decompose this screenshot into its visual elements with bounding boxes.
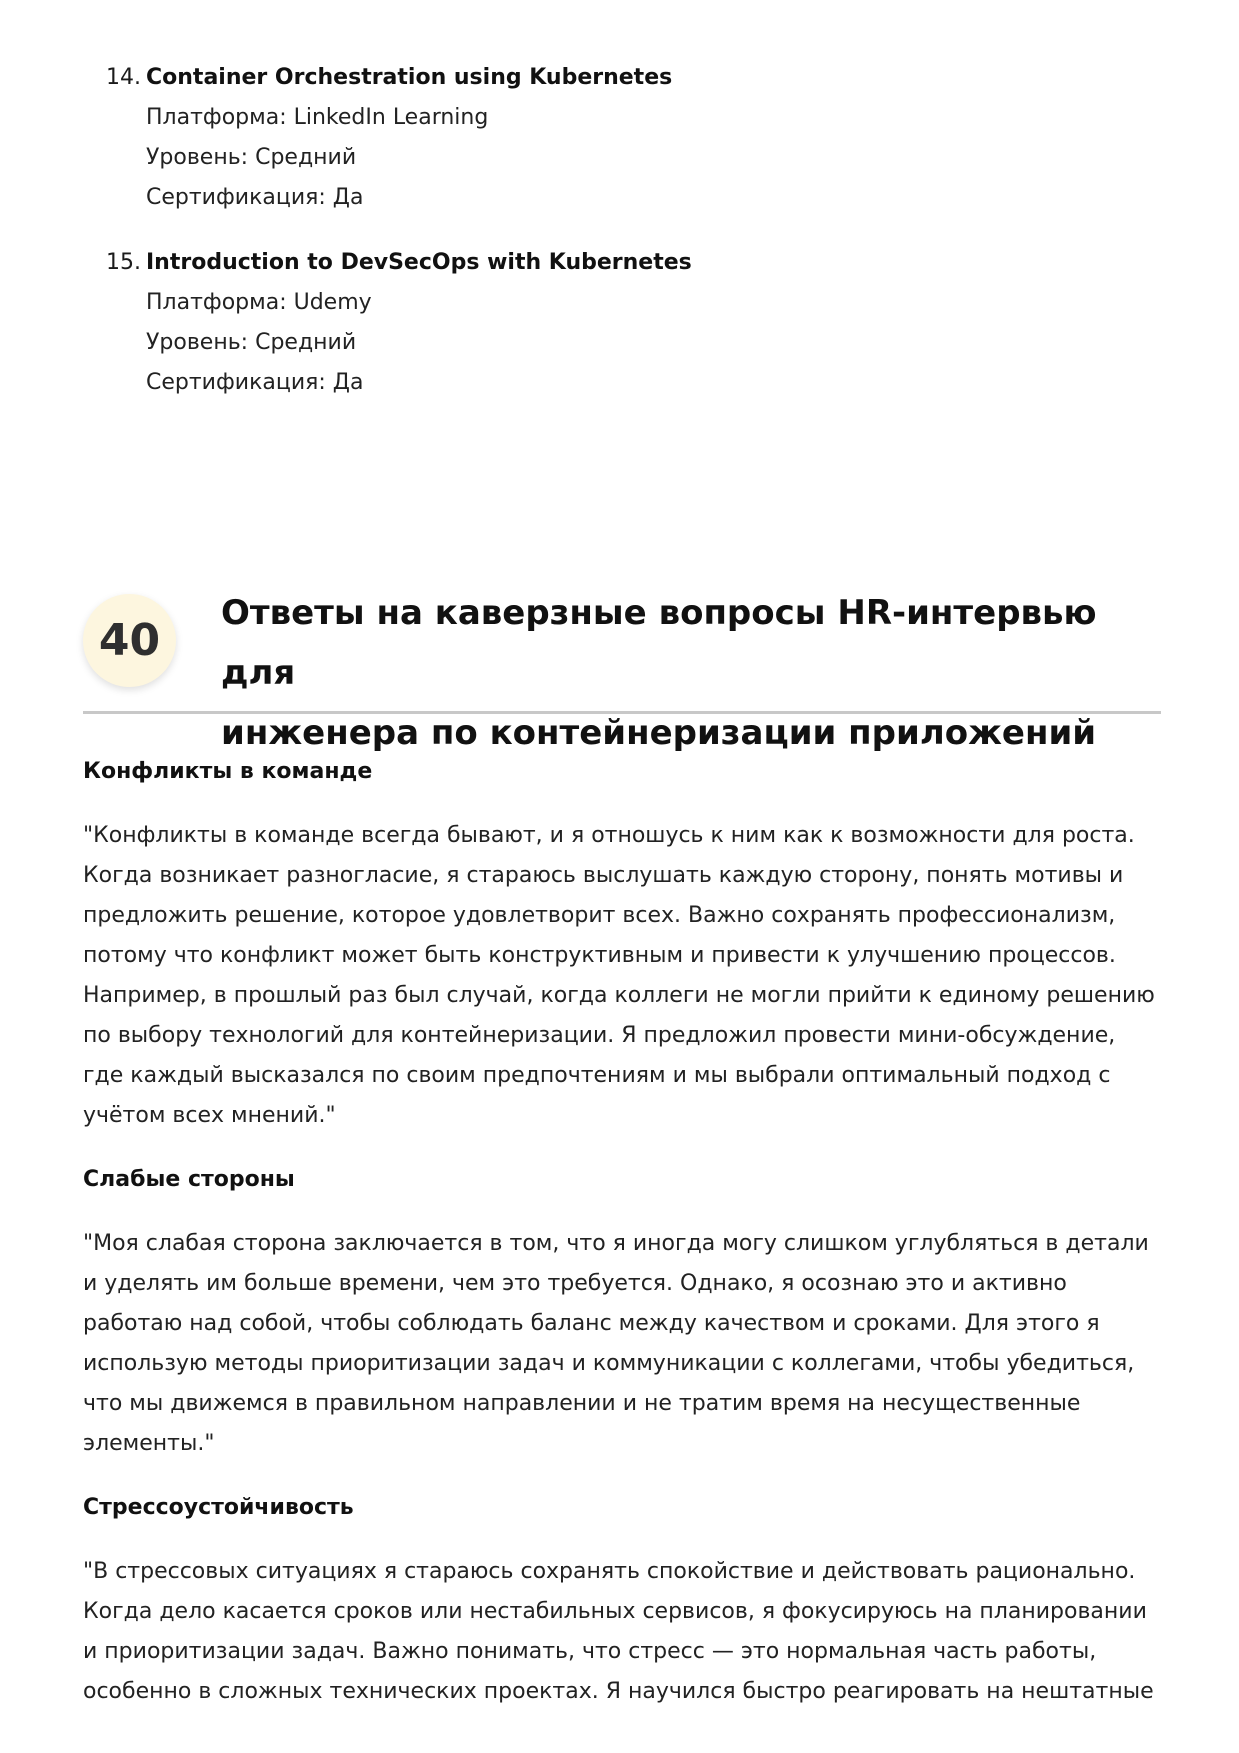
topic-heading-weaknesses: Слабые стороны [83,1167,295,1192]
section-title [221,583,1161,763]
topic-text-conflicts: "Конфликты в команде всегда бывают, и я отношусь к ним как к возможности для роста. Когда возникает разногласие, я стараюсь выслушать каждую сторону, понять мотивы и предложить решение, которое удовлетворит всех. Важно сохранять профессионализм, потому что конфликт может быть конструктивным и привести к улучшению процессов. Например, в прошлый раз был случай, когда коллеги не могли прийти к единому решению по выбору технологий для контейнеризации. Я предложил провести мини-обсуждение, где каждый высказался по своим предпочтениям и мы выбрали оптимальный подход с учётом всех мнений." [83,823,1155,1128]
list-item [106,58,1106,218]
section-title-line-2: инженера по контейнеризации приложений [221,713,1097,753]
course-title: Introduction to DevSecOps with Kubernetes [146,250,692,275]
list-item-number: 15. [106,250,141,275]
topic-text-stress: "В стрессовых ситуациях я стараюсь сохранять спокойствие и действовать рационально. Когда дело касается сроков или нестабильных сервисов, я фокусируюсь на планировании и приоритизации задач. Важно понимать, что стресс — это нормальная часть работы, особенно в сложных технических проектах. Я научился быстро реагировать на нештатные [83,1559,1154,1704]
course-platform: Платформа: LinkedIn Learning [146,105,489,130]
section-body [83,752,1161,1736]
section-number-badge: 40 [83,594,176,687]
section-header [83,583,1161,753]
section-title-line-1: Ответы на каверзные вопросы HR-интервью для [221,593,1097,693]
course-title: Container Orchestration using Kubernetes [146,65,673,90]
topic-heading-conflicts: Конфликты в команде [83,759,373,784]
list-item-number: 14. [106,65,141,90]
topic-heading-stress: Стрессоустойчивость [83,1495,354,1520]
course-level: Уровень: Средний [146,330,357,355]
course-list [106,58,1106,428]
topic-text-weaknesses: "Моя слабая сторона заключается в том, что я иногда могу слишком углубляться в детали и уделять им больше времени, чем это требуется. Однако, я осознаю это и активно работаю над собой, чтобы соблюдать баланс между качеством и сроками. Для этого я использую методы приоритизации задач и коммуникации с коллегами, чтобы убедиться, что мы движемся в правильном направлении и не тратим время на несущественные элементы." [83,1231,1149,1456]
list-item [106,243,1106,403]
course-level: Уровень: Средний [146,145,357,170]
course-platform: Платформа: Udemy [146,290,372,315]
course-certification: Сертификация: Да [146,370,364,395]
course-certification: Сертификация: Да [146,185,364,210]
